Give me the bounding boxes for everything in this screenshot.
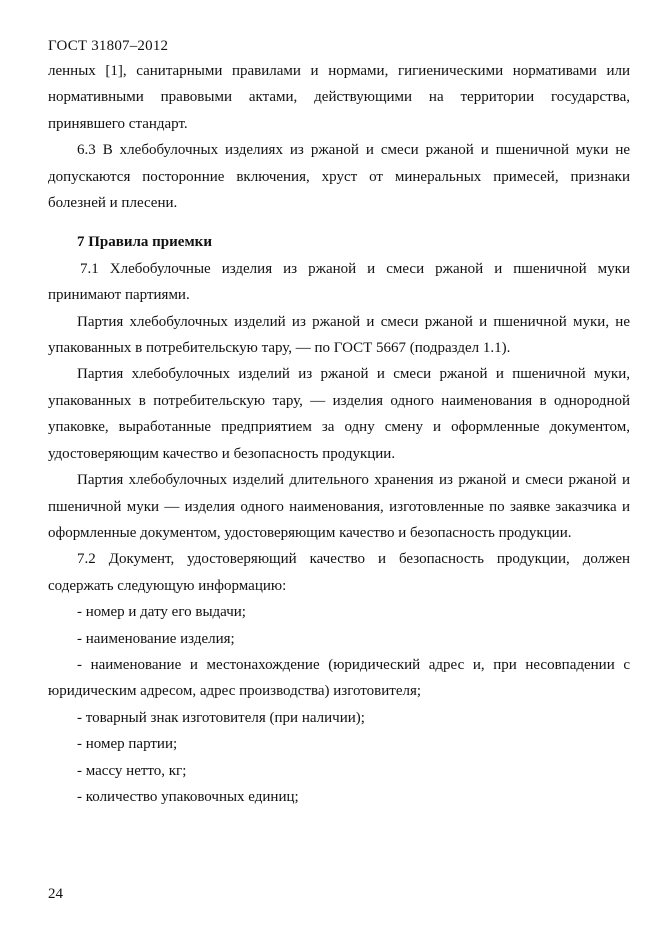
paragraph-batch-long-storage: Партия хлебобулочных изделий длительного хранения из ржаной и смеси ржаной и пшеничной муки — изделия одного наименования, изготовленные по заявке заказчика и оформленные документом, удостоверяющим качество и безопасность продукции.	[48, 472, 630, 541]
paragraph-6-3: 6.3 В хлебобулочных изделиях из ржаной и смеси ржаной и пшеничной муки не допускаются посторонние включения, хруст от минеральных примесей, признаки болезней и плесени.	[48, 142, 630, 212]
document-header: ГОСТ 31807–2012	[48, 38, 169, 54]
paragraph-7-2: 7.2 Документ, удостоверяющий качество и безопасность продукции, должен содержать следующую информацию:	[48, 551, 630, 594]
paragraph-batch-unpacked: Партия хлебобулочных изделий из ржаной и смеси ржаной и пшеничной муки, не упакованных в потребительскую тару, — по ГОСТ 5667 (подраздел 1.1).	[48, 313, 630, 357]
list-item: - наименование и местонахождение (юридический адрес и, при несовпадении с юридическим адресом, адрес производства) изготовителя;	[48, 656, 630, 700]
paragraph-continuation: ленных [1], санитарными правилами и нормами, гигиеническими нормативами или нормативными правовыми актами, действующими на территории государства, принявшего стандарт.	[48, 63, 630, 132]
list-item: - номер партии;	[77, 736, 178, 753]
list-item: - номер и дату его выдачи;	[77, 604, 246, 621]
section-heading-7: 7 Правила приемки	[77, 234, 212, 251]
paragraph-batch-packed: Партия хлебобулочных изделий из ржаной и смеси ржаной и пшеничной муки, упакованных в потребительскую тару, — изделия одного наименования в однородной упаковке, выработанные предприятием за одну смену и оформленные документом, удостоверяющим качество и безопасность продукции.	[48, 366, 630, 462]
list-item: - товарный знак изготовителя (при наличии);	[77, 709, 365, 726]
list-item: - наименование изделия;	[77, 630, 235, 647]
list-item: - количество упаковочных единиц;	[77, 788, 299, 805]
page-number: 24	[48, 886, 63, 902]
paragraph-7-1: 7.1 Хлебобулочные изделия из ржаной и смеси ржаной и пшеничной муки принимают партиями.	[48, 260, 630, 304]
list-item: - массу нетто, кг;	[77, 762, 187, 779]
document-body	[48, 58, 630, 810]
